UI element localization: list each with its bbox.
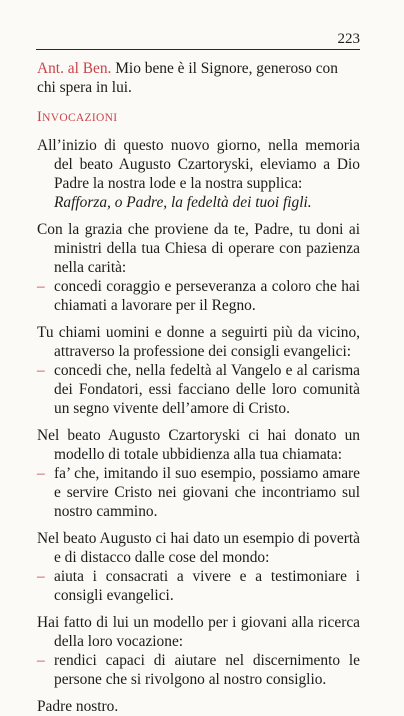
invocation-petition (37, 464, 360, 521)
section-heading (37, 110, 360, 125)
page-content (37, 59, 360, 716)
invocation-petition (37, 567, 360, 605)
invocation-4 (37, 426, 360, 521)
dash-marker: – (37, 278, 45, 295)
invocation-1 (37, 136, 360, 212)
petition-text: rendici capaci di aiutare nel discernimento le persone che si rivolgono al nostro consiglio. (54, 652, 360, 688)
invocation-intro: All’inizio di questo nuovo giorno, nella memoria del beato Augusto Czartoryski, eleviamo a Dio Padre la nostra lode e la nostra supplica: (37, 137, 360, 192)
invocation-intro: Con la grazia che proviene da te, Padre, tu doni ai ministri della tua Chiesa di operare con pazienza nella carità: (37, 221, 360, 276)
invocation-5 (37, 529, 360, 605)
invocation-intro: Nel beato Augusto Czartoryski ci hai donato un modello di totale ubbidienza alla tua chiamata: (37, 427, 360, 463)
heading-initial: I (37, 109, 43, 125)
invocation-petition (37, 277, 360, 315)
closing-prayer: Padre nostro. (37, 698, 119, 715)
header-rule (36, 49, 360, 50)
heading-rest: NVOCAZIONI (42, 112, 118, 124)
petition-text: aiuta i consacrati a vivere e a testimoniare i consigli evangelici. (54, 568, 360, 604)
petition-text: fa’ che, imitando il suo esempio, possiamo amare e servire Cristo nei giovani che incontriamo sul nostro cammino. (54, 465, 360, 520)
invocation-intro: Hai fatto di lui un modello per i giovani alla ricerca della loro vocazione: (37, 614, 360, 650)
invocation-response: Rafforza, o Padre, la fedeltà dei tuoi figli. (54, 194, 312, 211)
antiphon (37, 59, 360, 97)
invocation-petition (37, 361, 360, 418)
dash-marker: – (37, 652, 45, 669)
antiphon-text: Mio bene è il Signore, generoso con chi spera in lui. (37, 60, 338, 96)
invocation-intro: Tu chiami uomini e donne a seguirti più da vicino, attraverso la professione dei consigli evangelici: (37, 324, 360, 360)
invocation-3 (37, 323, 360, 418)
petition-text: concedi che, nella fedeltà al Vangelo e al carisma dei Fondatori, essi facciano delle loro comunità un segno vivente dell’amore di Cristo. (54, 362, 360, 417)
invocation-petition (37, 651, 360, 689)
dash-marker: – (37, 465, 45, 482)
antiphon-label: Ant. al Ben. (37, 60, 112, 77)
invocation-intro: Nel beato Augusto ci hai dato un esempio di povertà e di distacco dalle cose del mondo: (37, 530, 360, 566)
petition-text: concedi coraggio e perseveranza a coloro che hai chiamati a lavorare per il Regno. (54, 278, 360, 314)
invocation-2 (37, 220, 360, 315)
invocation-6 (37, 613, 360, 689)
page-number: 223 (337, 31, 360, 47)
dash-marker: – (37, 362, 45, 379)
dash-marker: – (37, 568, 45, 585)
